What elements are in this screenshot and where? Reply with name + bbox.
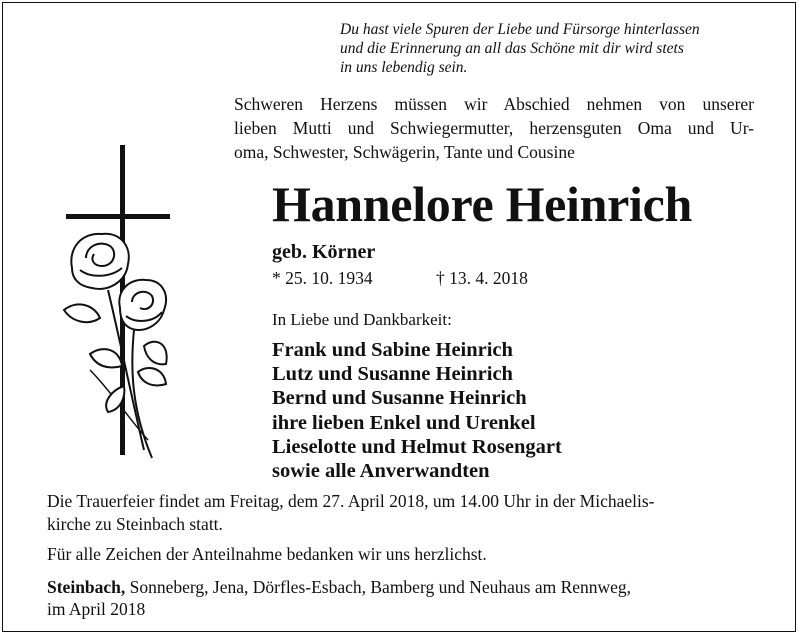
intro-line: lieben Mutti und Schwiegermutter, herzensguten Oma und Ur- xyxy=(234,118,754,138)
cross-horizontal-beam xyxy=(66,214,170,219)
place-and-date xyxy=(47,576,753,620)
mourner-entry: Frank und Sabine Heinrich xyxy=(272,339,513,361)
mourners-list xyxy=(272,338,562,483)
mourner-entry: Lutz und Susanne Heinrich xyxy=(272,363,513,386)
motto-line: und die Erinnerung an all das Schöne mit dir wird stets xyxy=(340,40,684,57)
intro-line: Schweren Herzens müssen wir Abschied nehmen von unserer xyxy=(234,94,754,114)
place-line xyxy=(47,576,753,598)
motto-line: in uns lebendig sein. xyxy=(340,59,468,76)
mourner-entry: sowie alle Anverwandten xyxy=(272,460,490,483)
funeral-line: kirche zu Steinbach statt. xyxy=(47,514,223,534)
intro-line: oma, Schwester, Schwägerin, Tante und Cousine xyxy=(234,142,575,162)
mourner-entry: Lieselotte und Helmut Rosengart xyxy=(272,435,562,458)
place-town: Steinbach, xyxy=(47,577,126,597)
place-rest: Sonneberg, Jena, Dörfles-Esbach, Bamberg und Neuhaus am Rennweg, xyxy=(125,577,632,597)
mourner-entry: Bernd und Susanne Heinrich xyxy=(272,387,527,410)
deceased-name: Hannelore Heinrich xyxy=(272,176,693,232)
birth-date: * 25. 10. 1934 xyxy=(272,268,373,288)
life-dates xyxy=(272,268,528,289)
date-line: im April 2018 xyxy=(47,599,146,619)
death-date: † 13. 4. 2018 xyxy=(436,268,528,288)
funeral-notice xyxy=(47,490,753,536)
cross-with-roses-icon xyxy=(60,140,180,470)
funeral-line: Die Trauerfeier findet am Freitag, dem 27. April 2018, um 14.00 Uhr in der Michaelis- xyxy=(47,491,655,511)
intro-text xyxy=(234,92,754,164)
maiden-name: geb. Körner xyxy=(272,241,376,263)
thanks-line: In Liebe und Dankbarkeit: xyxy=(272,310,452,329)
sympathy-note: Für alle Zeichen der Anteilnahme bedanken wir uns herzlichst. xyxy=(47,544,487,564)
motto-line: Du hast viele Spuren der Liebe und Fürsorge hinterlassen xyxy=(340,21,700,38)
motto-quote xyxy=(340,20,780,77)
mourner-entry: ihre lieben Enkel und Urenkel xyxy=(272,411,536,434)
